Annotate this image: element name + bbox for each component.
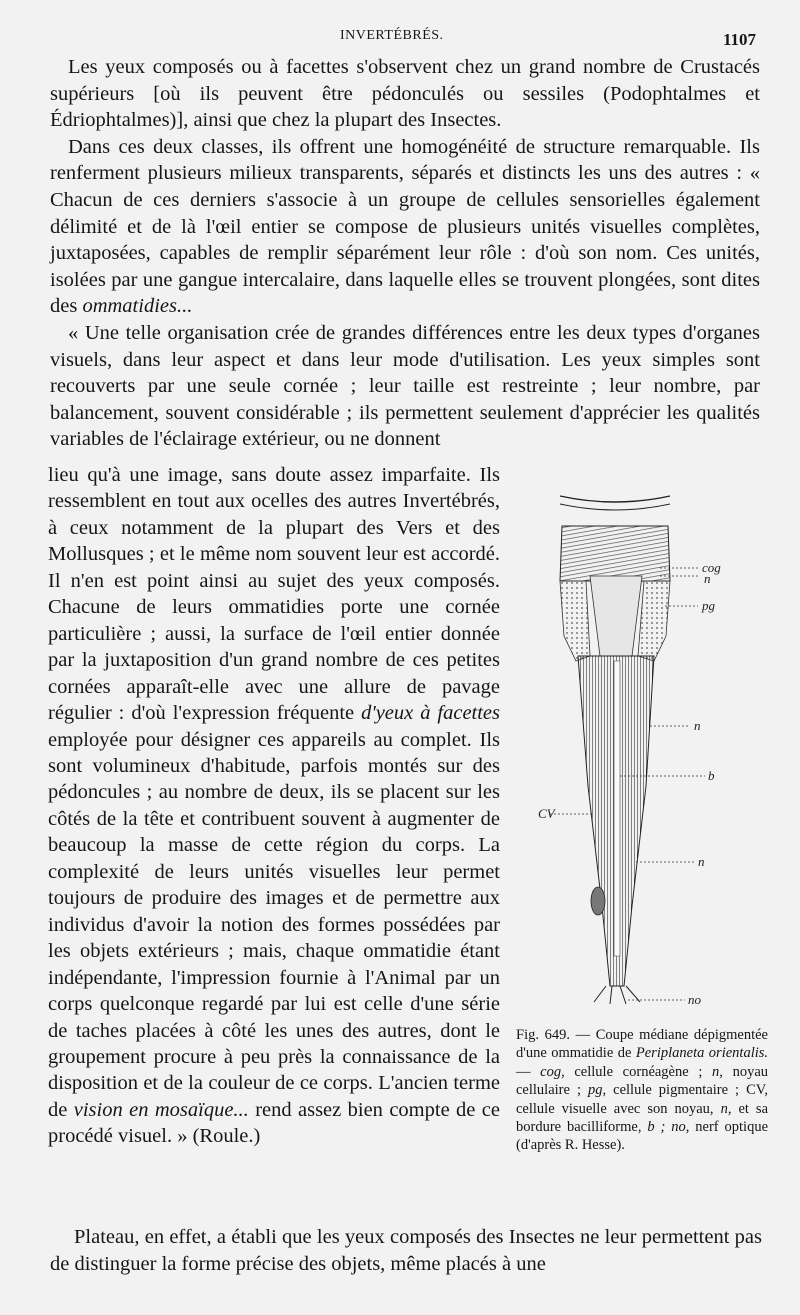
- wrapped-part-3: employée pour désigner ces appareils au complet. Ils sont volumineux d'habitude, parfois montés sur des pédoncules ; au nombre de deux, ils se placent sur les côtés de la tête et contribuent souvent à augmenter de beaucoup la masse de cette région du corps. La complexité de leurs unités visuelles leur permet toujours de produire des images et de permettre aux individus d'avoir la notion des formes possédées par les objets extérieurs ; mais, chaque ommatidie étant indépendante, l'impression fournie à l'Animal par un corps quelconque regardé par lui est celle d'une série de taches placées à côté les unes des autres, dont le groupement procure à peu près la connaissance de la disposition et de la couleur de ce corps. L'ancien terme de: [48, 728, 500, 1121]
- label-cog: cog: [702, 560, 721, 575]
- paragraph-wrapped: [48, 462, 500, 1150]
- label-n-top: n: [704, 571, 711, 586]
- caption-dash: —: [516, 1063, 531, 1080]
- caption-b: b ;: [647, 1119, 666, 1136]
- caption-pg: pg,: [588, 1082, 607, 1099]
- running-title: INVERTÉBRÉS.: [340, 28, 444, 43]
- caption-species: Periplaneta orientalis.: [635, 1045, 769, 1062]
- caption-cog: cog,: [540, 1063, 565, 1080]
- page-number: 1107: [722, 30, 756, 49]
- caption-n2: n,: [720, 1100, 732, 1117]
- figure-caption: [516, 1026, 768, 1155]
- label-n-low: n: [698, 854, 705, 869]
- paragraph-structure-text: Dans ces deux classes, ils offrent une homogénéité de structure remarquable. Ils renferment plusieurs milieux transparents, séparés et distincts les uns des autres : « Chacun de ces derniers s'associe à un groupe de cellules sensorielles également délimité et de là l'œil entier se compose de plusieurs unités visuelles complètes, juxtaposées, capables de remplir séparément leur rôle : d'où son nom. Ces unités, isolées par une gangue intercalaire, dans laquelle elles se trouvent plongées, sont dites des: [50, 135, 760, 318]
- cornea-outline: [560, 496, 670, 502]
- caption-lead: Fig. 649. — Coupe médiane dépigmentée d'une ommatidie de: [516, 1027, 768, 1062]
- caption-t4: cellule pigmentaire ; CV, cellule visuelle avec son noyau,: [516, 1082, 769, 1117]
- paragraph-structure: [50, 134, 760, 320]
- label-pg: pg: [702, 598, 715, 613]
- optic-nerve-fibres: [594, 986, 640, 1004]
- label-cv: CV: [538, 806, 555, 821]
- rhabdom: [614, 661, 620, 956]
- crystalline-cone: [590, 576, 642, 656]
- paragraph-organisation: « Une telle organisation crée de grandes différences entre les deux types d'organes visuels, dans leur aspect et dans leur mode d'utilisation. Les yeux simples sont recouverts par une seule cornée ; leur taille est restreinte ; leur nombre, par balancement, souvent considérable ; ils permettent seulement d'apprécier les qualités variables de l'éclairage extérieur, ou ne donnent: [50, 321, 760, 451]
- term-ommatidies: ommatidies...: [82, 295, 193, 318]
- term-vision-en-mosaique: vision en mosaïque...: [73, 1098, 249, 1121]
- label-no: no: [688, 992, 701, 1007]
- paragraph-plateau: Plateau, en effet, a établi que les yeux composés des Insectes ne leur permettent pas de distinguer la forme précise des objets, même placés à une: [50, 1226, 762, 1275]
- figure-649: [520, 486, 780, 1026]
- label-b: b: [708, 768, 715, 783]
- running-head: [0, 28, 800, 52]
- wrapped-part-1: lieu qu'à une image, sans doute assez imparfaite. Ils ressemblent en tout aux ocelles des autres Invertébrés, à ceux notamment de la plupart des Vers et des Mollusques ; et le même nom souvent leur est accordé. Il n'en est point ainsi au sujet des yeux composés. Chacune de leurs ommatidies porte une cornée particulière ; aussi, la surface de l'œil entier donnée par la juxtaposition d'un grand nombre de ces petites cornées apparaît-elle avec une allure de pavage régulier : d'où l'expression fréquente: [48, 464, 500, 725]
- caption-no: no,: [671, 1119, 690, 1136]
- caption-t3: noyau cellulaire ;: [516, 1063, 768, 1099]
- visual-cell-nucleus: [591, 887, 605, 915]
- term-yeux-a-facettes: d'yeux à facettes: [361, 702, 501, 725]
- caption-n1: n,: [712, 1063, 723, 1080]
- caption-t2: cellule cornéagène ;: [574, 1063, 703, 1080]
- label-n-mid: n: [694, 718, 701, 733]
- caption-t5: et sa bordure bacilliforme,: [516, 1100, 769, 1136]
- body-text-bottom: [50, 1224, 762, 1278]
- pigment-cell-right: [638, 581, 670, 661]
- paragraph-compound-eyes: Les yeux composés ou à facettes s'observent chez un grand nombre de Crustacés supérieurs [où ils peuvent être pédonculés ou sessiles (Podophtalmes et Édriophtalmes)], ainsi que chez la plupart des Insectes.: [50, 56, 760, 132]
- wrapped-part-5: rend assez bien compte de ce procédé visuel. » (Roule.): [48, 1098, 500, 1148]
- ommatidium-illustration: [520, 486, 780, 1026]
- cone-region: [560, 526, 670, 581]
- body-text-wrapped: [48, 462, 500, 1150]
- body-text-top: [50, 54, 760, 453]
- pigment-cell-left: [560, 581, 590, 661]
- caption-t6: nerf optique (d'après R. Hesse).: [516, 1119, 769, 1154]
- cornea-inner: [560, 504, 670, 510]
